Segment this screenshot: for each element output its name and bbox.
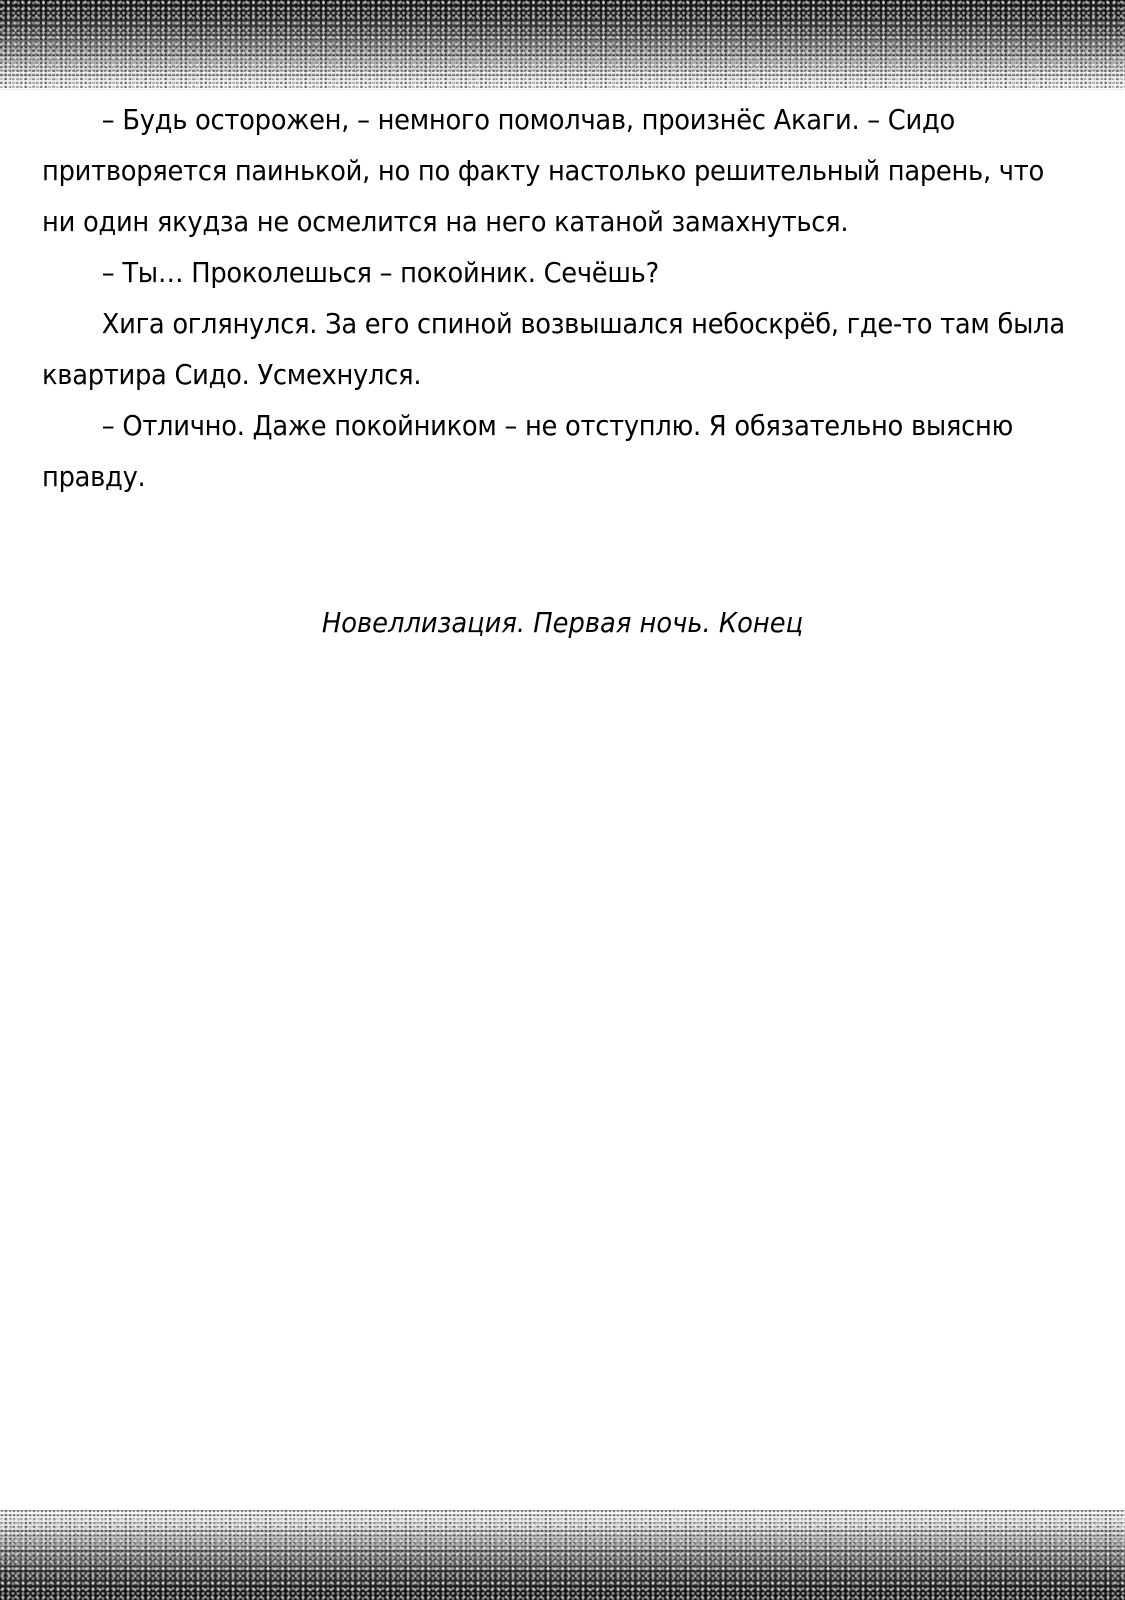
story-text	[42, 94, 1065, 502]
paragraph: – Будь осторожен, – немного помолчав, произнёс Акаги. – Сидо притворяется паинькой, но по факту настолько решительный парень, что ни один якудза не осмелится на него катаной замахнуться.	[42, 103, 1044, 238]
grainy-top-border	[0, 0, 1125, 90]
paragraph: – Отлично. Даже покойником – не отступлю. Я обязательно выясню правду.	[42, 409, 1014, 493]
paragraph: Хига оглянулся. За его спиной возвышался небоскрёб, где-то там была квартира Сидо. Усмехнулся.	[42, 307, 1065, 391]
paragraph: – Ты… Проколешься – покойник. Сечёшь?	[101, 256, 659, 289]
grainy-bottom-border	[0, 1510, 1125, 1600]
chapter-ending-caption: Новеллизация. Первая ночь. Конец	[321, 606, 804, 639]
